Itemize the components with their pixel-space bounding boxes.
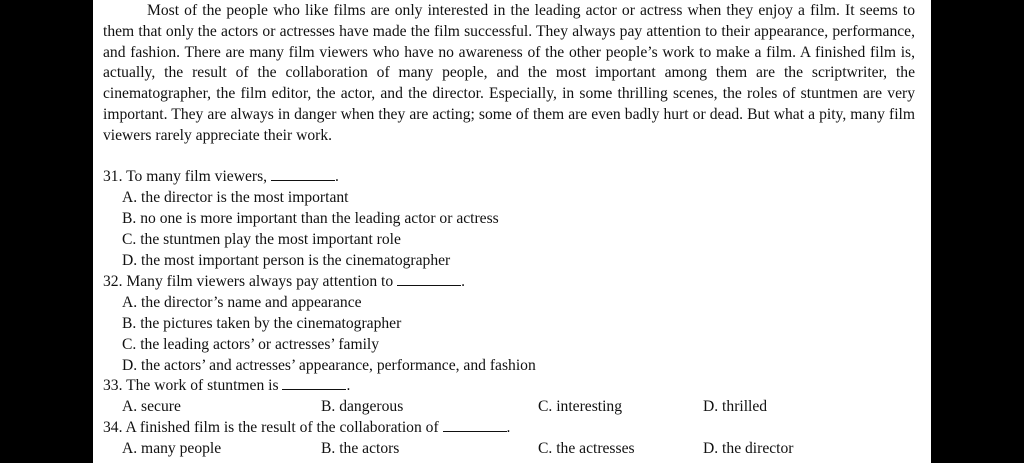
option-33-b: B. dangerous (321, 398, 404, 415)
option-32-d: D. the actors’ and actresses’ appearance, performance, and fashion (122, 357, 536, 374)
options-row-33 (93, 397, 931, 418)
option-33-d: D. thrilled (703, 398, 768, 415)
answer-blank (443, 418, 507, 432)
option-32-c: C. the leading actors’ or actresses’ family (122, 336, 380, 353)
option-31-b: B. no one is more important than the leading actor or actress (122, 210, 499, 227)
answer-blank (397, 272, 461, 286)
option-31-d: D. the most important person is the cinematographer (122, 252, 451, 269)
option-32-a: A. the director’s name and appearance (122, 294, 362, 311)
option-34-d: D. the director (703, 440, 794, 457)
answer-blank (282, 376, 346, 390)
question-31: 31. To many film viewers, . (103, 168, 339, 185)
option-33-a: A. secure (122, 398, 181, 415)
question-34: 34. A finished film is the result of the collaboration of . (103, 419, 511, 436)
question-33: 33. The work of stuntmen is . (103, 377, 351, 394)
option-34-a: A. many people (122, 440, 222, 457)
answer-blank (271, 167, 335, 181)
options-row-34 (93, 439, 931, 460)
option-34-b: B. the actors (321, 440, 400, 457)
document-page (93, 0, 931, 463)
option-31-c: C. the stuntmen play the most important role (122, 231, 401, 248)
option-31-a: A. the director is the most important (122, 189, 349, 206)
option-34-c: C. the actresses (538, 440, 635, 457)
option-33-c: C. interesting (538, 398, 623, 415)
reading-passage: Most of the people who like films are only interested in the leading actor or actress when they enjoy a film. It seems to them that only the actors or actresses have made the film successful. They always pay attention to their appearance, performance, and fashion. There are many film viewers who have no awareness of the other people’s work to make a film. A finished film is, actually, the result of the collaboration of many people, and the most important among them are the scriptwriter, the cinematographer, the film editor, the actor, and the director. Especially, in some thrilling scenes, the roles of stuntmen are very important. They are always in danger when they are acting; some of them are even badly hurt or dead. But what a pity, many film viewers rarely appreciate their work. (103, 2, 915, 144)
question-32: 32. Many film viewers always pay attention to . (103, 273, 465, 290)
option-32-b: B. the pictures taken by the cinematographer (122, 315, 402, 332)
